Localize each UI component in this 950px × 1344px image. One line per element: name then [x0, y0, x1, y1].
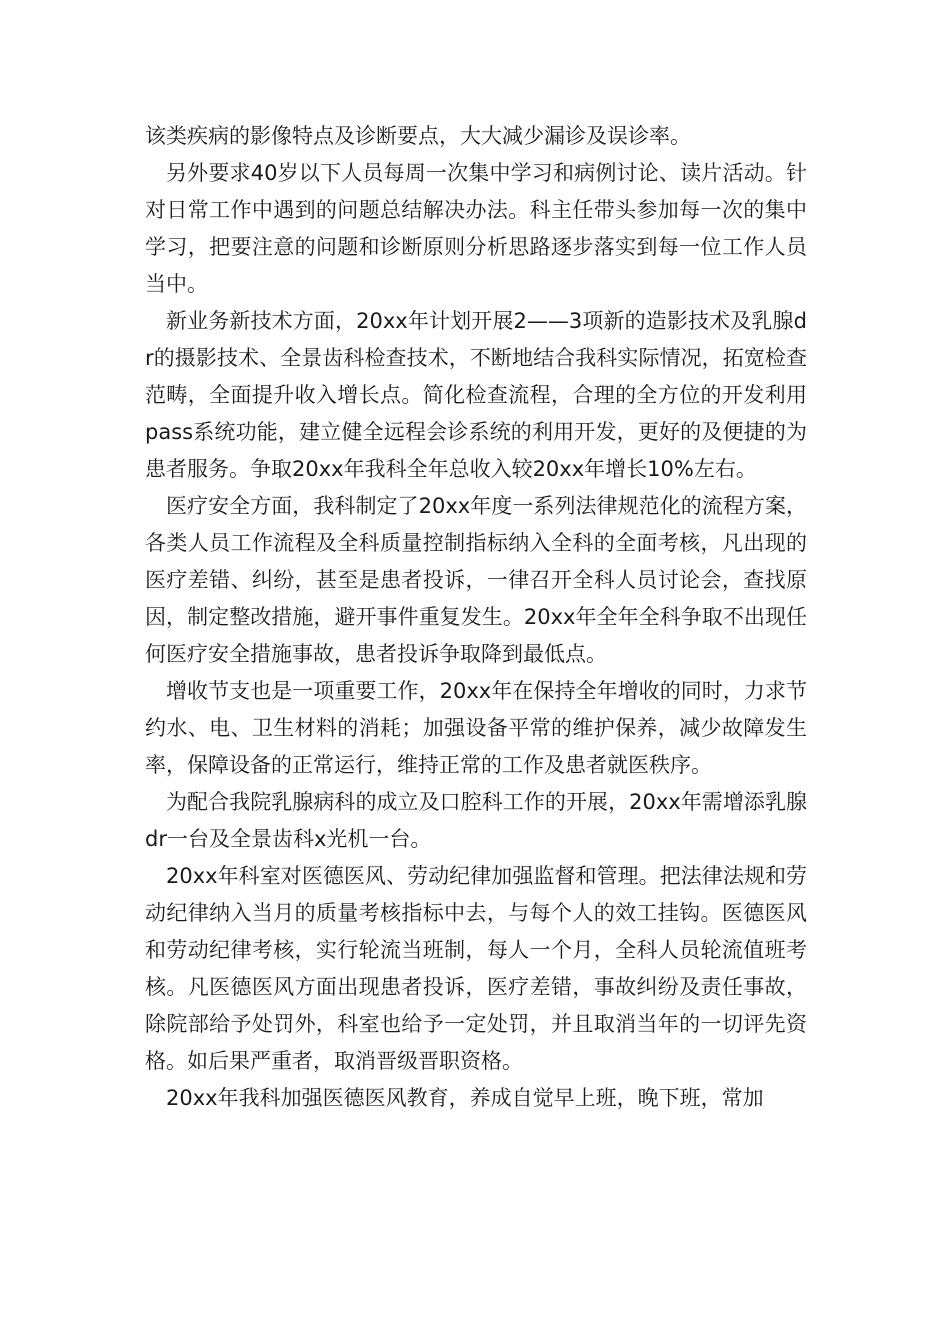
document-page — [145, 118, 807, 1117]
paragraph-weekly-study: 另外要求40岁以下人员每周一次集中学习和病例讨论、读片活动。针对日常工作中遇到的问题总结解决办法。科主任带头参加每一次的集中学习，把要注意的问题和诊断原则分析思路逐步落实到每一位工作人员当中。 — [145, 161, 807, 296]
paragraph-diagnosis-continuation: 该类疾病的影像特点及诊断要点，大大减少漏诊及误诊率。 — [145, 124, 691, 148]
paragraph-cost-saving: 增收节支也是一项重要工作，20xx年在保持全年增收的同时，力求节约水、电、卫生材料的消耗；加强设备平常的维护保养，减少故障发生率，保障设备的正常运行，维持正常的工作及患者就医秩序。 — [145, 679, 807, 777]
paragraph-ethics-supervision: 20xx年科室对医德医风、劳动纪律加强监督和管理。把法律法规和劳动纪律纳入当月的质量考核指标中去，与每个人的效工挂钩。医德医风和劳动纪律考核，实行轮流当班制，每人一个月，全科人员轮流值班考核。凡医德医风方面出现患者投诉，医疗差错，事故纠纷及责任事故，除院部给予处罚外，科室也给予一定处罚，并且取消当年的一切评先资格。如后果严重者，取消晋级晋职资格。 — [145, 864, 807, 1073]
paragraph-medical-safety: 医疗安全方面，我科制定了20xx年度一系列法律规范化的流程方案，各类人员工作流程及全科质量控制指标纳入全科的全面考核，凡出现的医疗差错、纠纷，甚至是患者投诉，一律召开全科人员讨论会，查找原因，制定整改措施，避开事件重复发生。20xx年全年全科争取不出现任何医疗安全措施事故，患者投诉争取降到最低点。 — [145, 494, 807, 666]
paragraph-equipment-purchase: 为配合我院乳腺病科的成立及口腔科工作的开展，20xx年需增添乳腺dr一台及全景齿科x光机一台。 — [145, 790, 807, 851]
paragraph-ethics-education: 20xx年我科加强医德医风教育，养成自觉早上班，晚下班，常加 — [166, 1086, 764, 1110]
paragraph-new-technology: 新业务新技术方面，20xx年计划开展2——3项新的造影技术及乳腺dr的摄影技术、全景齿科检查技术，不断地结合我科实际情况，拓宽检查范畴，全面提升收入增长点。简化检查流程，合理的全方位的开发利用pass系统功能，建立健全远程会诊系统的利用开发，更好的及便捷的为患者服务。争取20xx年我科全年总收入较20xx年增长10%左右。 — [145, 309, 807, 481]
